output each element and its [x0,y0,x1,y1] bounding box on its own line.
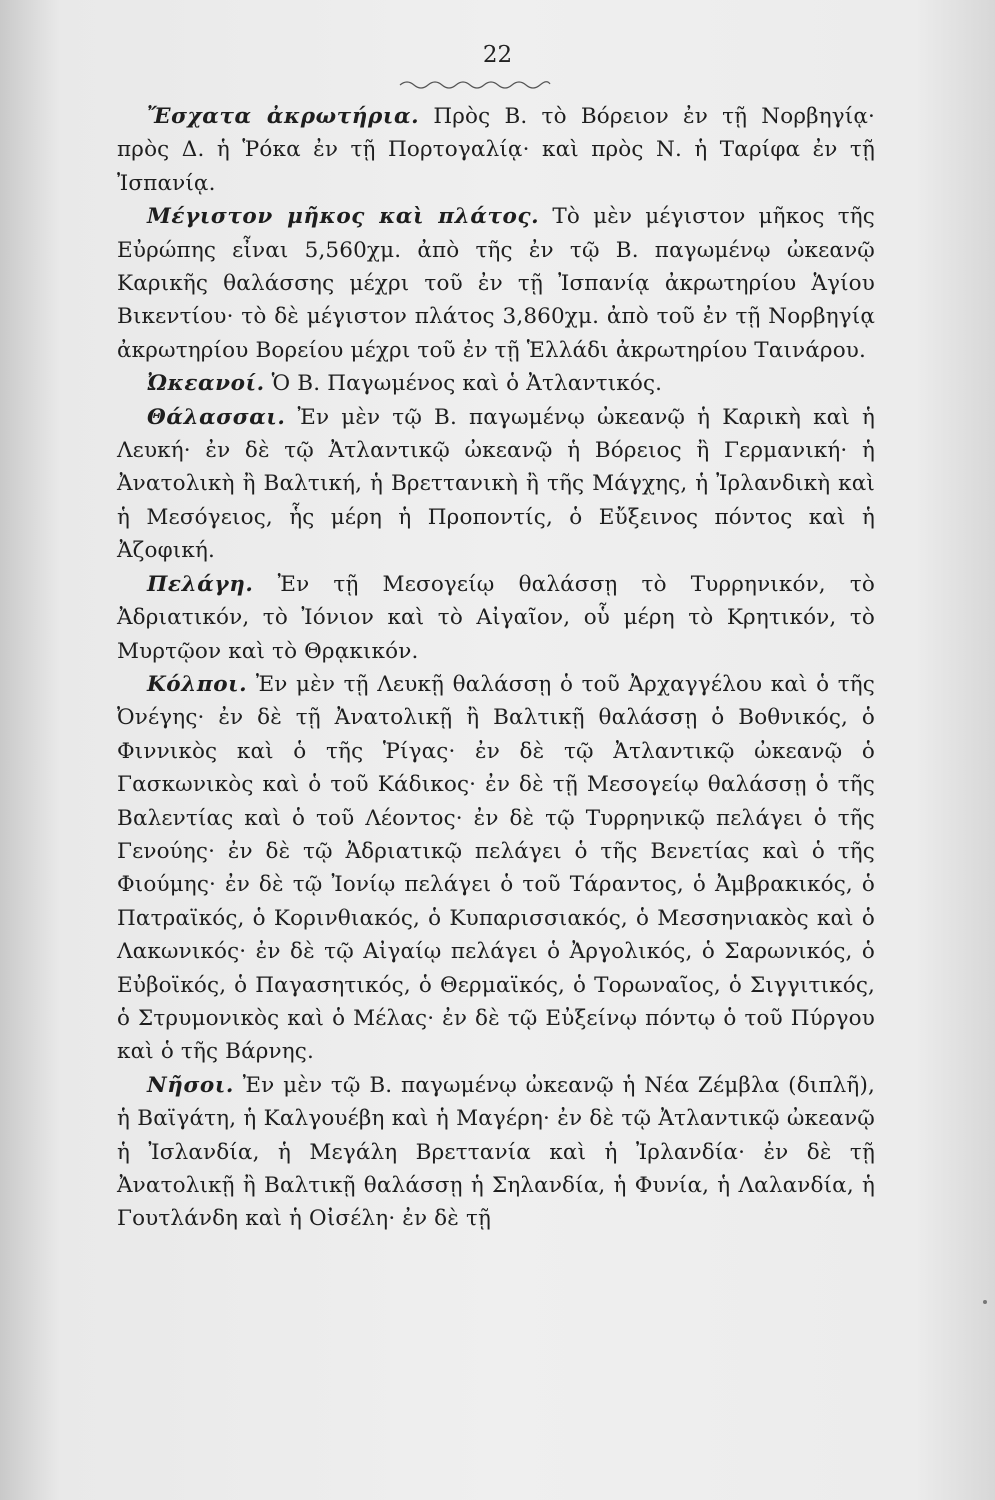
paragraph-body: Ἐν τῇ Μεσογείῳ θαλάσσῃ τὸ Τυρρηνικόν, τὸ Ἀδριατικόν, τὸ Ἰόνιον καὶ τὸ Αἰγαῖον, οὗ μέρη τὸ Κρητικόν, τὸ Μυρτῷον καὶ τὸ Θρᾳκικόν. [117,571,875,664]
paragraph-heading: Νῆσοι. [147,1072,234,1098]
paper-speck [983,1300,987,1304]
paragraph-seas [117,401,875,568]
paragraph-gulfs [117,668,875,1069]
paragraph-length-width [117,200,875,367]
body-text [117,100,875,1236]
paragraph-body: Ἐν μὲν τῷ Β. παγωμένῳ ὠκεανῷ ἡ Καρικὴ καὶ ἡ Λευκή· ἐν δὲ τῷ Ἀτλαντικῷ ὠκεανῷ ἡ Βόρειος ἢ Γερμανική· ἡ Ἀνατολικὴ ἢ Βαλτική, ἡ Βρεττανικὴ ἢ τῆς Μάγχης, ἡ Ἰρλανδικὴ καὶ ἡ Μεσόγειος, ἧς μέρη ἡ Προποντίς, ὁ Εὔξεινος πόντος καὶ ἡ Ἀζοφική. [117,404,875,564]
paragraph-oceans [117,367,875,400]
page-number: 22 [482,42,513,68]
paragraph-body: Ὁ Β. Παγωμένος καὶ ὁ Ἀτλαντικός. [264,371,663,397]
paragraph-body: Πρὸς Β. τὸ Βόρειον ἐν τῇ Νορβηγίᾳ· πρὸς Δ. ἡ Ῥόκα ἐν τῇ Πορτογαλίᾳ· καὶ πρὸς Ν. ἡ Ταρίφα ἐν τῇ Ἰσπανίᾳ. [117,104,875,196]
paragraph-heading: Πελάγη. [147,571,254,597]
paragraph-heading: Μέγιστον μῆκος καὶ πλάτος. [147,204,540,230]
paragraph-body: Ἐν μὲν τῷ Β. παγωμένῳ ὠκεανῷ ἡ Νέα Ζέμβλα (διπλῆ), ἡ Βαϊγάτη, ἡ Καλγουέβη καὶ ἡ Μαγέρη· ἐν δὲ τῷ Ἀτλαντικῷ ὠκεανῷ ἡ Ἰσλανδία, ἡ Μεγάλη Βρεττανία καὶ ἡ Ἰρλανδία· ἐν δὲ τῇ Ἀνατολικῇ ἢ Βαλτικῇ θαλάσσῃ ἡ Σηλανδία, ἡ Φυνία, ἡ Λαλανδία, ἡ Γουτλάνδη καὶ ἡ Οἰσέλη· ἐν δὲ τῇ [117,1072,875,1232]
paragraph-body: Ἐν μὲν τῇ Λευκῇ θαλάσσῃ ὁ τοῦ Ἀρχαγγέλου καὶ ὁ τῆς Ὀνέγης· ἐν δὲ τῇ Ἀνατολικῇ ἢ Βαλτικῇ θαλάσσῃ ὁ Βοθνικός, ὁ Φιννικὸς καὶ ὁ τῆς Ῥίγας· ἐν δὲ τῷ Ἀτλαντικῷ ὠκεανῷ ὁ Γασκωνικὸς καὶ ὁ τοῦ Κάδικος· ἐν δὲ τῇ Μεσογείῳ θαλάσσῃ ὁ τῆς Βαλεντίας καὶ ὁ τοῦ Λέοντος· ἐν δὲ τῷ Τυρρηνικῷ πελάγει ὁ τῆς Γενούης· ἐν δὲ τῷ Ἀδριατικῷ πελάγει ὁ τῆς Βενετίας καὶ ὁ τῆς Φιούμης· ἐν δὲ τῷ Ἰονίῳ πελάγει ὁ τοῦ Τάραντος, ὁ Ἀμβρακικός, ὁ Πατραϊκός, ὁ Κορινθιακός, ὁ Κυπαρισσιακός, ὁ Μεσσηνιακὸς καὶ ὁ Λακωνικός· ἐν δὲ τῷ Αἰγαίῳ πελάγει ὁ Ἀργολικός, ὁ Σαρωνικός, ὁ Εὐβοϊκός, ὁ Παγασητικός, ὁ Θερμαϊκός, ὁ Τορωναῖος, ὁ Σιγγιτικός, ὁ Στρυμονικὸς καὶ ὁ Μέλας· ἐν δὲ τῷ Εὐξείνῳ πόντῳ ὁ τοῦ Πύργου καὶ ὁ τῆς Βάρνης. [117,671,875,1065]
paragraph-heading: Ὠκεανοί. [147,371,265,397]
paragraph-heading: Θάλασσαι. [147,404,286,430]
paragraph-heading: Κόλποι. [147,671,248,697]
paragraph-heading: Ἔσχατα ἀκρωτήρια. [147,104,420,129]
paragraph-open-seas [117,568,875,668]
ornament-divider-icon [395,76,555,90]
paragraph-body: Τὸ μὲν μέγιστον μῆκος τῆς Εὐρώπης εἶναι 5,560χμ. ἀπὸ τῆς ἐν τῷ Β. παγωμένῳ ὠκεανῷ Καρικῆς θαλάσσης μέχρι τοῦ ἐν τῇ Ἰσπανίᾳ ἀκρωτηρίου Ἁγίου Βικεντίου· τὸ δὲ μέγιστον πλάτος 3,860χμ. ἀπὸ τοῦ ἐν τῇ Νορβηγίᾳ ἀκρωτηρίου Βορείου μέχρι τοῦ ἐν τῇ Ἑλλάδι ἀκρωτηρίου Ταινάρου. [117,204,875,363]
paragraph-capes [117,100,875,200]
paragraph-islands [117,1069,875,1236]
